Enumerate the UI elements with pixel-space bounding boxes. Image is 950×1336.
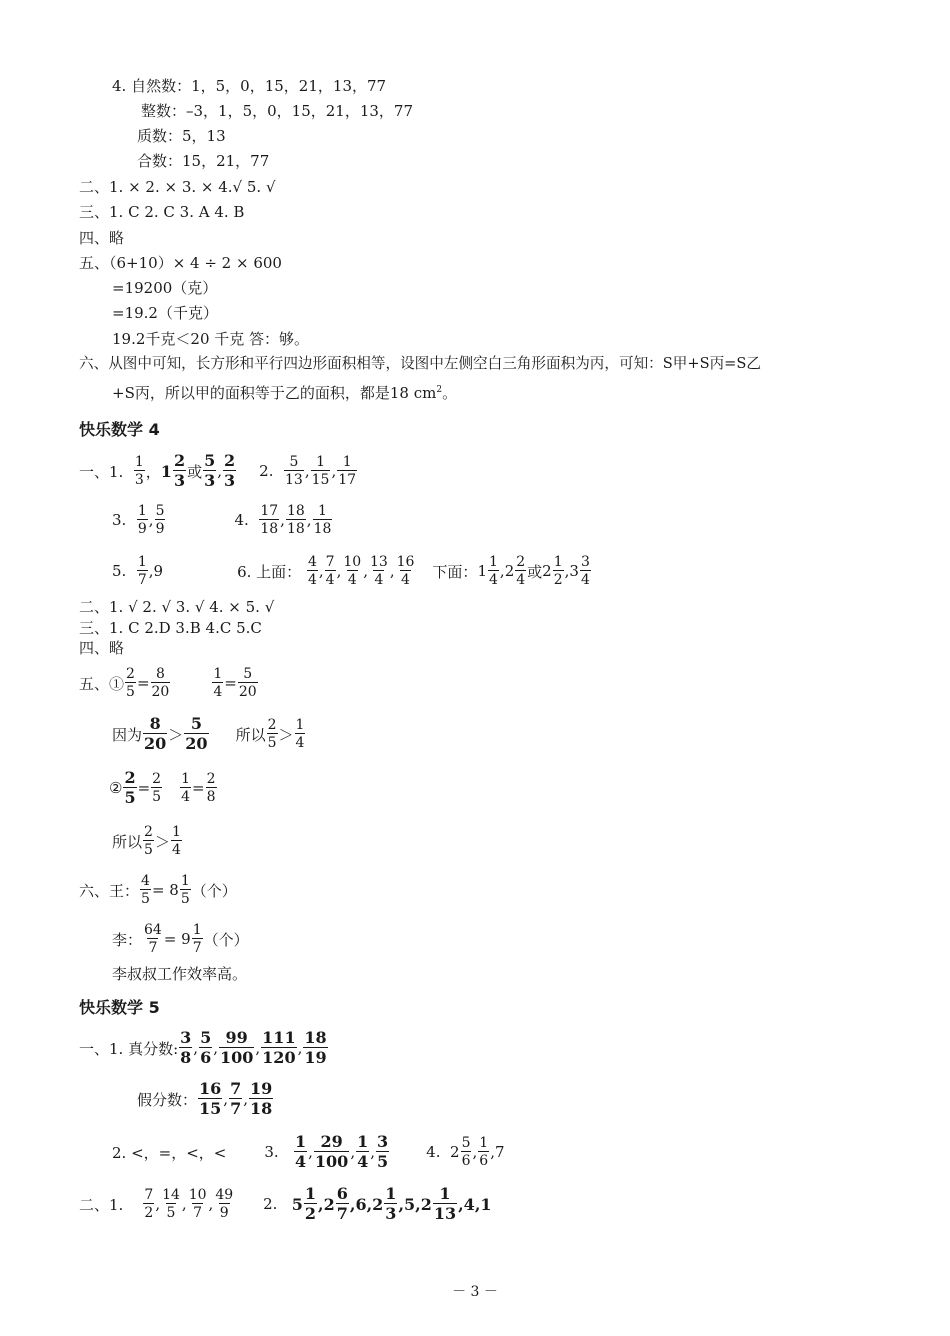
fraction: $\frac{8}{20}$ bbox=[151, 666, 170, 700]
fraction: 1 2 bbox=[304, 1184, 317, 1223]
part5-line3: =19.2（千克） bbox=[112, 304, 218, 322]
fraction: $\frac{5}{20}$ bbox=[238, 666, 257, 700]
fraction: 1 4 bbox=[294, 1132, 307, 1171]
sec4-part4-line: 四、略 bbox=[79, 639, 125, 657]
sec4-part5-line2: 因为 8 20 ＞ 5 20 所以 2 5 ＞ 1 4 bbox=[112, 714, 305, 753]
fraction: 2 4 bbox=[516, 554, 526, 588]
fraction: 5 3 bbox=[204, 451, 216, 490]
part3-line: 三、1. C 2. C 3. A 4. B bbox=[79, 203, 245, 221]
fraction: $\frac{2}{8}$ bbox=[206, 771, 216, 805]
sec4-part5-line3: ② $\frac{2}{5}$ = $\frac{2}{5}$ $\frac{1}{4}$ = $\frac{2}{8}$ bbox=[109, 768, 216, 807]
fraction: 2 5 bbox=[144, 824, 153, 858]
q4-integer-line: 整数：–3，1，5，0，15，21，13，77 bbox=[141, 102, 414, 120]
fraction: 1 2 bbox=[553, 554, 563, 588]
fraction: 1 4 bbox=[295, 717, 305, 751]
fraction: $\frac{4}{5}$ bbox=[141, 873, 150, 907]
fraction: 10 7 bbox=[188, 1187, 207, 1221]
fraction: 16 4 bbox=[396, 554, 415, 588]
fraction: 1 18 bbox=[313, 503, 332, 537]
fraction: $\frac{1}{4}$ bbox=[213, 666, 223, 700]
fraction: 6 7 bbox=[336, 1184, 348, 1223]
fraction: 1 5 bbox=[180, 873, 190, 907]
sec4-part3-line: 三、1. C 2.D 3.B 4.C 5.C bbox=[79, 619, 262, 637]
fraction: 14 5 bbox=[162, 1187, 180, 1221]
fraction: 3 8 bbox=[180, 1028, 192, 1067]
sec4-part2-line: 二、1. √ 2. √ 3. √ 4. × 5. √ bbox=[79, 598, 275, 616]
fraction: 49 9 bbox=[215, 1187, 234, 1221]
fraction: $\frac{2}{5}$ bbox=[152, 771, 162, 805]
fraction: 2 5 bbox=[267, 717, 277, 751]
sec4-q1-line: 一、1. 1 3 ， 1 2 3 或 5 3 , 2 3 2. 5 13 , 1 15 , 1 17 bbox=[79, 451, 357, 490]
fraction: 1 4 bbox=[357, 1132, 369, 1171]
fraction: 3 5 bbox=[377, 1132, 389, 1171]
fraction: 5 6 bbox=[461, 1135, 471, 1169]
fraction: 5 6 bbox=[200, 1028, 212, 1067]
fraction: 1 13 bbox=[433, 1184, 457, 1223]
sec4-q5-line: 5. 1 7 ,9 6. 上面： 4 4 , 7 4 , 10 4 , 13 4 , 16 4 下面： 1 1 4 , 2 2 4 或 2 1 2 , 3 3 4 bbox=[112, 554, 590, 588]
fraction: 16 15 bbox=[199, 1079, 222, 1118]
fraction: 1 3 bbox=[385, 1184, 397, 1223]
part2-line: 二、1. × 2. × 3. × 4.√ 5. √ bbox=[79, 178, 276, 196]
q4-natural-line: 4. 自然数：1，5，0，15，21，13，77 bbox=[112, 77, 387, 95]
sec5-q2-line: 2. <，=，<，< 3. 1 4 , 29 100 , 1 4 , 3 5 4. 2 5 6 , 1 6 ,7 bbox=[112, 1132, 505, 1171]
fraction: 5 20 bbox=[185, 714, 208, 753]
fraction: 13 4 bbox=[369, 554, 388, 588]
sec5-q1-proper-line: 一、1. 真分数: 3 8 , 5 6 , 99 100 , 111 120 , 18 19 bbox=[79, 1028, 327, 1067]
fraction: 10 4 bbox=[343, 554, 362, 588]
fraction: 1 15 bbox=[311, 454, 330, 488]
fraction: 19 18 bbox=[249, 1079, 273, 1118]
fraction: 2 3 bbox=[173, 451, 186, 490]
sec4-q3-line: 3. 1 9 , 5 9 4. 17 18 , 18 18 , 1 18 bbox=[112, 503, 332, 537]
sec4-part6-line2: 李： $\frac{64}{7}$ = 9 1 7 （个） bbox=[112, 922, 249, 956]
fraction: 18 18 bbox=[286, 503, 305, 537]
sec4-part5-line4: 所以 2 5 ＞ 1 4 bbox=[112, 824, 181, 858]
part6-line2: +S丙，所以甲的面积等于乙的面积，都是18 $cm^2$。 bbox=[112, 384, 458, 402]
fraction: 1 17 bbox=[338, 454, 357, 488]
q4-composite-line: 合数：15，21，77 bbox=[137, 152, 270, 170]
part4-line: 四、略 bbox=[79, 229, 125, 247]
fraction: 4 4 bbox=[307, 554, 317, 588]
part6-line1: 六、从图中可知，长方形和平行四边形面积相等，设图中左侧空白三角形面积为丙，可知：S甲+S丙=S乙 bbox=[79, 355, 761, 372]
fraction: $\frac{2}{5}$ bbox=[124, 768, 136, 807]
sec5-q1-improper-line: 假分数： 16 15 , 7 7 , 19 18 bbox=[137, 1079, 273, 1118]
q4-prime-line: 质数：5，13 bbox=[137, 127, 226, 145]
fraction: 2 3 bbox=[224, 451, 236, 490]
fraction: 1 7 bbox=[137, 554, 147, 588]
fraction: 111 120 bbox=[262, 1028, 296, 1067]
fraction: 7 7 bbox=[230, 1079, 242, 1118]
fraction: 1 4 bbox=[171, 824, 181, 858]
sec4-part6-line1: 六、王： $\frac{4}{5}$ = 8 1 5 （个） bbox=[79, 873, 237, 907]
page-number: － 3 － bbox=[452, 1284, 498, 1300]
section-title-5: 快乐数学 5 bbox=[79, 998, 160, 1017]
fraction: 7 2 bbox=[144, 1187, 154, 1221]
fraction: 1 9 bbox=[137, 503, 147, 537]
fraction: 5 13 bbox=[285, 454, 303, 488]
fraction: 99 100 bbox=[219, 1028, 254, 1067]
fraction: 7 4 bbox=[325, 554, 335, 588]
fraction: 18 19 bbox=[304, 1028, 327, 1067]
fraction: 5 9 bbox=[155, 503, 165, 537]
section-title-4: 快乐数学 4 bbox=[79, 420, 160, 439]
fraction: 1 3 bbox=[134, 454, 144, 488]
fraction: 1 7 bbox=[192, 922, 202, 956]
fraction: $\frac{1}{4}$ bbox=[181, 771, 191, 805]
part5-line2: =19200（克） bbox=[112, 279, 218, 297]
fraction: 3 4 bbox=[580, 554, 590, 588]
fraction: $\frac{2}{5}$ bbox=[126, 666, 135, 700]
fraction: 8 20 bbox=[144, 714, 167, 753]
sec5-part2-line: 二、1. 7 2 , 14 5 , 10 7 , 49 9 2. 5 1 2 ,2 6 7 ,6,2 1 3 ,5,2 1 13 ,4,1 bbox=[79, 1184, 492, 1223]
sec4-part5-line1: 五、① $\frac{2}{5}$ = $\frac{8}{20}$ $\frac{1}{4}$ = $\frac{5}{20}$ bbox=[79, 666, 257, 700]
fraction: 17 18 bbox=[260, 503, 279, 537]
fraction: 29 100 bbox=[314, 1132, 349, 1171]
part5-line4: 19.2千克＜20 千克 答：够。 bbox=[112, 330, 310, 348]
fraction: $\frac{64}{7}$ bbox=[144, 922, 162, 956]
fraction: 1 4 bbox=[488, 554, 498, 588]
part5-line1: 五、（6+10）× 4 ÷ 2 × 600 bbox=[79, 254, 282, 272]
fraction: 1 6 bbox=[479, 1135, 489, 1169]
sec4-conclusion: 李叔叔工作效率高。 bbox=[112, 965, 248, 983]
